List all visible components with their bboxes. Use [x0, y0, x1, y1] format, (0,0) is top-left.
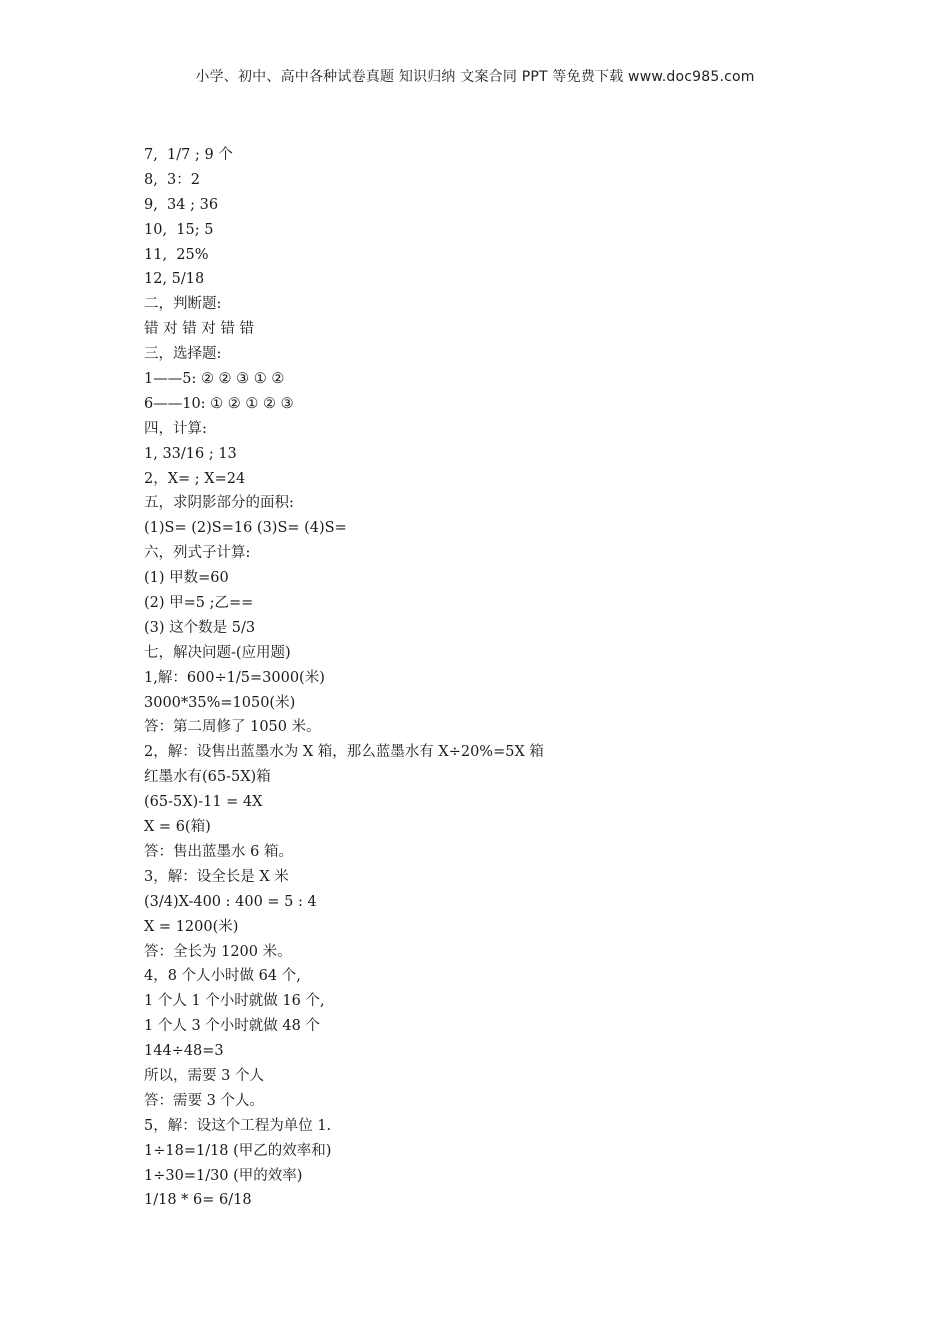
answer-line: X = 1200(米): [144, 918, 239, 935]
answer-line: 答：需要 3 个人。: [144, 1092, 264, 1109]
answer-content: [144, 143, 844, 1213]
answer-line: 1÷18=1/18 (甲乙的效率和): [144, 1142, 332, 1159]
answer-line: 红墨水有(65-5X)箱: [144, 769, 271, 786]
answer-line: 答：全长为 1200 米。: [144, 943, 292, 960]
section-heading: 二，判断题:: [144, 296, 222, 313]
answer-line: 1,解：600÷1/5=3000(米): [144, 669, 325, 686]
answer-line: 答：售出蓝墨水 6 箱。: [144, 843, 293, 860]
answer-line: 6——10: ① ② ① ② ③: [144, 395, 294, 412]
answer-line: (3/4)X-400 : 400 = 5 : 4: [144, 893, 317, 910]
answer-line: 5，解：设这个工程为单位 1.: [144, 1117, 332, 1134]
answer-line: (1) 甲数=60: [144, 570, 229, 587]
page-header: 小学、初中、高中各种试卷真题 知识归纳 文案合同 PPT 等免费下载 www.doc985.com: [195, 69, 755, 85]
answer-line: X = 6(箱): [144, 819, 211, 836]
answer-line: (1)S= (2)S=16 (3)S= (4)S=: [144, 520, 347, 537]
section-heading: 五，求阴影部分的面积:: [144, 495, 294, 512]
answer-line: 12, 5/18: [144, 271, 205, 288]
answer-line: 1 个人 3 个小时就做 48 个: [144, 1018, 320, 1035]
answer-line: (2) 甲=5 ;乙==: [144, 595, 254, 612]
answer-line: (65-5X)-11 = 4X: [144, 794, 263, 811]
answer-line: (3) 这个数是 5/3: [144, 619, 256, 636]
answer-line: 4，8 个人小时做 64 个,: [144, 968, 301, 985]
answer-line: 8, 3：2: [144, 171, 201, 188]
section-heading: 六，列式子计算:: [144, 545, 251, 562]
answer-line: 所以，需要 3 个人: [144, 1067, 264, 1084]
answer-line: 2，X= ; X=24: [144, 470, 246, 487]
answer-line: 错 对 错 对 错 错: [144, 321, 255, 338]
answer-line: 1÷30=1/30 (甲的效率): [144, 1167, 303, 1184]
answer-line: 3000*35%=1050(米): [144, 694, 296, 711]
section-heading: 三，选择题:: [144, 346, 222, 363]
answer-line: 1 个人 1 个小时就做 16 个,: [144, 993, 325, 1010]
answer-line: 9, 34 ; 36: [144, 196, 219, 213]
answer-line: 1, 33/16 ; 13: [144, 445, 237, 462]
answer-line: 1——5: ② ② ③ ① ②: [144, 371, 285, 388]
answer-line: 1/18 * 6= 6/18: [144, 1192, 252, 1209]
section-heading: 七，解决问题-(应用题): [144, 644, 291, 661]
answer-line: 7, 1/7 ; 9 个: [144, 147, 233, 163]
answer-line: 2，解：设售出蓝墨水为 X 箱，那么蓝墨水有 X÷20%=5X 箱: [144, 744, 544, 761]
answer-line: 3，解：设全长是 X 米: [144, 868, 289, 885]
answer-line: 144÷48=3: [144, 1043, 224, 1060]
answer-line: 10, 15; 5: [144, 221, 214, 238]
section-heading: 四，计算:: [144, 420, 207, 437]
answer-line: 11, 25%: [144, 246, 209, 263]
answer-line: 答：第二周修了 1050 米。: [144, 719, 321, 736]
